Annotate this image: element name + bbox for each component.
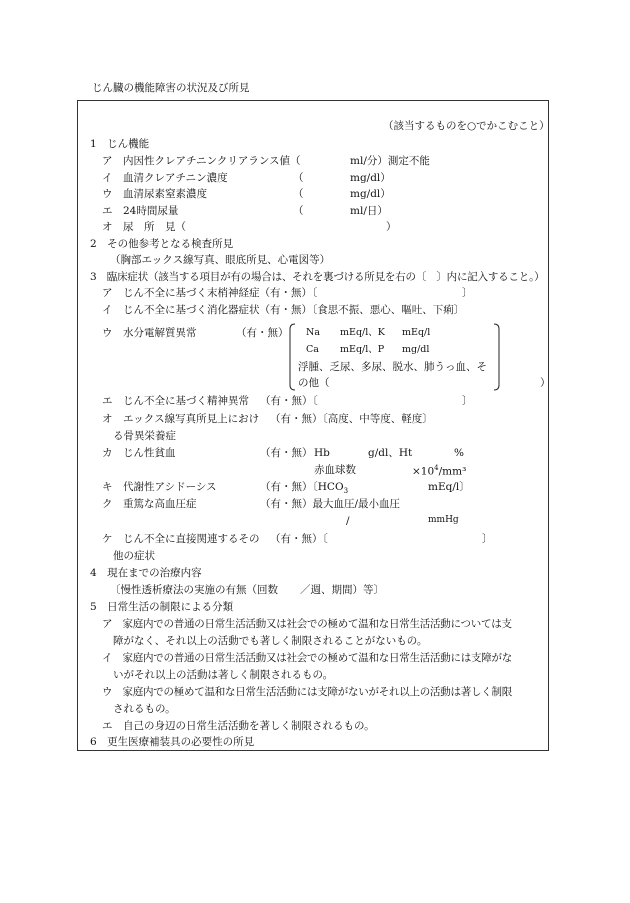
s3-u-right-bracket bbox=[493, 323, 501, 391]
s3-u-line4: の他（ bbox=[298, 377, 330, 389]
s3-item-ke-yn: （有・無）〔 bbox=[270, 533, 328, 545]
s3-item-ka-pct: % bbox=[454, 447, 464, 459]
s3-u-line4-close: ） bbox=[540, 377, 551, 389]
document-title: じん臓の機能障害の状況及び所見 bbox=[92, 82, 250, 94]
rbc-unit-exp: 4 bbox=[434, 464, 439, 472]
s3-item-e-label: エ じん不全に基づく精神異常 bbox=[102, 395, 249, 407]
s3-item-ki-unit: mEq/l〕 bbox=[428, 481, 470, 493]
section2-heading: 2 その他参考となる検査所見 bbox=[90, 238, 234, 250]
s3-u-k-unit: mEq/l bbox=[402, 327, 431, 338]
section2-sub: （胸部エックス線写真、眼底所見、心電図等） bbox=[110, 254, 331, 266]
s3-u-p-unit: mg/dl bbox=[402, 344, 430, 355]
s3-item-i-label: イ じん不全に基づく消化器症状（有・無）〔食思不振、悪心、嘔吐、下痢〕 bbox=[102, 304, 465, 316]
section4-sub: 〔慢性透析療法の実施の有無（回数 bbox=[110, 584, 278, 596]
s3-item-u-yn: （有・無） bbox=[236, 327, 289, 339]
s3-u-left-bracket bbox=[288, 323, 296, 391]
s1-item-u-unit: mg/dl） bbox=[350, 188, 391, 200]
s1-item-a-unit: ml/分）測定不能 bbox=[350, 155, 430, 167]
s1-item-a-label: ア 内因性クレアチニンクリアランス値（ bbox=[102, 155, 301, 167]
section3-heading: 3 臨床症状（該当する項目が有の場合は、それを裏づける所見を右の〔 〕内に記入すること。） bbox=[90, 271, 545, 283]
s1-item-e-unit: ml/日） bbox=[350, 205, 388, 217]
section4-heading: 4 現在までの治療内容 bbox=[90, 567, 202, 579]
s3-item-ka-rbc-unit bbox=[412, 465, 466, 477]
section4-sub2: ／週、期間）等〕 bbox=[300, 584, 384, 596]
s3-item-ke-close: 〕 bbox=[482, 533, 493, 545]
instruction-text: （該当するものを○でかこむこと） bbox=[383, 120, 550, 132]
s3-item-o-label2: る骨異栄養症 bbox=[113, 430, 176, 442]
s1-item-i-open: （ bbox=[293, 172, 304, 184]
s3-item-ka-yn: （有・無） bbox=[260, 447, 313, 459]
s3-item-ka-hb: Hb bbox=[314, 447, 330, 459]
s3-item-ka-gdl: g/dl、Ht bbox=[368, 447, 413, 459]
s3-item-ke-label2: 他の症状 bbox=[113, 550, 155, 562]
s3-item-ke-label1: ケ じん不全に直接関連するその bbox=[102, 533, 260, 545]
s1-item-o-close: ） bbox=[386, 221, 397, 233]
ki-yn-text: （有・無）〔HCO bbox=[260, 481, 344, 493]
s5-item-i-line2: いがそれ以上の活動は著しく制限されるもの。 bbox=[113, 669, 334, 681]
section6-heading: 6 更生医療補装具の必要性の所見 bbox=[90, 736, 255, 748]
s5-item-i-line1: イ 家庭内での普通の日常生活活動又は社会での極めて温和な日常生活活動には支障がな bbox=[102, 652, 512, 664]
s3-u-na-unit: mEq/l、K bbox=[340, 327, 385, 338]
s3-item-e-yn: （有・無）〔 bbox=[260, 395, 318, 407]
s1-item-e-open: （ bbox=[293, 205, 304, 217]
s3-item-ku-unit: mmHg bbox=[428, 515, 459, 525]
s3-u-na: Na bbox=[306, 327, 320, 338]
s3-item-a-label: ア じん不全に基づく末梢神経症（有・無）〔 bbox=[102, 287, 318, 299]
s1-item-i-unit: mg/dl） bbox=[350, 172, 391, 184]
s5-item-e-line1: エ 自己の身辺の日常生活活動を著しく制限されるもの。 bbox=[102, 720, 375, 732]
s3-item-ka-label: カ じん性貧血 bbox=[102, 447, 176, 459]
s3-item-o-yn: （有・無）〔高度、中等度、軽度〕 bbox=[270, 413, 433, 425]
s3-item-ku-slash: / bbox=[346, 515, 350, 527]
s3-item-ki-yn bbox=[260, 482, 348, 495]
ki-hco3-sub: 3 bbox=[343, 487, 349, 496]
s3-item-ki-label: キ 代謝性アシドーシス bbox=[102, 481, 217, 493]
rbc-unit-base: ×10 bbox=[412, 465, 435, 478]
s5-item-a-line2: 障がなく、それ以上の活動でも著しく制限されることがないもの。 bbox=[113, 635, 428, 647]
s3-item-a-close: 〕 bbox=[462, 287, 473, 299]
s5-item-a-line1: ア 家庭内での普通の日常生活活動又は社会での極めて温和な日常生活活動については支 bbox=[102, 618, 512, 630]
s1-item-o-label: オ 尿 所 見（ bbox=[102, 221, 186, 233]
s3-item-e-close: 〕 bbox=[462, 395, 473, 407]
s1-item-i-label: イ 血清クレアチニン濃度 bbox=[102, 172, 228, 184]
s3-item-ku-yn: （有・無）最大血圧/最小血圧 bbox=[260, 498, 401, 510]
section1-heading: 1 じん機能 bbox=[90, 138, 150, 150]
rbc-unit-tail: /mm³ bbox=[438, 465, 467, 478]
s3-u-ca: Ca bbox=[306, 344, 319, 355]
s3-item-ku-label: ク 重篤な高血圧症 bbox=[102, 498, 197, 510]
s3-u-ca-unit: mEq/l、P bbox=[340, 344, 385, 355]
s1-item-u-label: ウ 血清尿素窒素濃度 bbox=[102, 188, 207, 200]
section5-heading: 5 日常生活の制限による分類 bbox=[90, 601, 234, 613]
s5-item-u-line1: ウ 家庭内での極めて温和な日常生活活動には支障がないがそれ以上の活動は著しく制限 bbox=[102, 686, 512, 698]
s5-item-u-line2: されるもの。 bbox=[113, 703, 176, 715]
s1-item-u-open: （ bbox=[293, 188, 304, 200]
s1-item-e-label: エ 24時間尿量 bbox=[102, 205, 179, 217]
s3-item-u-label: ウ 水分電解質異常 bbox=[102, 327, 197, 339]
s3-u-line3: 浮腫、乏尿、多尿、脱水、肺うっ血、そ bbox=[298, 361, 487, 373]
s3-item-o-label1: オ エックス線写真所見上におけ bbox=[102, 413, 260, 425]
s3-item-ka-rbc: 赤血球数 bbox=[314, 464, 356, 476]
